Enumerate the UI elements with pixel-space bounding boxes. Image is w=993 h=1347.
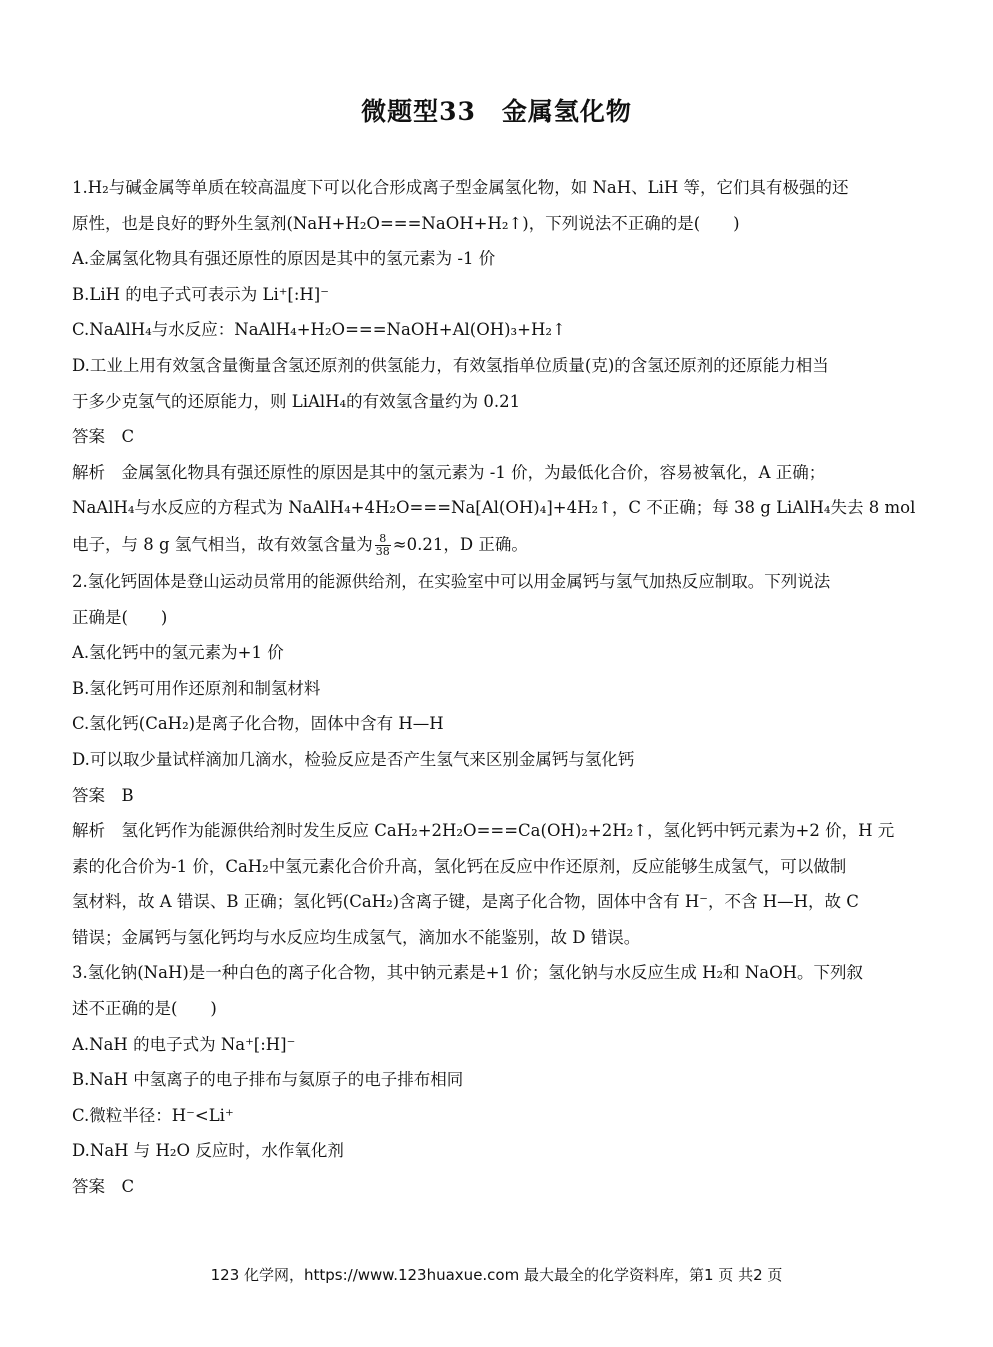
text-line: C.微粒半径：H⁻<Li⁺ <box>72 1105 234 1125</box>
text-line: 3.氢化钠(NaH)是一种白色的离子化合物，其中钠元素是+1 价；氢化钠与水反应生成 H₂和 NaOH。下列叙 <box>72 963 864 983</box>
text-line: 述不正确的是( ) <box>72 999 217 1019</box>
page-footer: 123 化学网，https://www.123huaxue.com 最大最全的化学资料库，第1 页 共2 页 <box>210 1266 783 1284</box>
answer-line: 答案 C <box>72 427 135 447</box>
text-line: NaAlH₄与水反应的方程式为 NaAlH₄+4H₂O===Na[Al(OH)₄]+4H₂↑，C 不正确；每 38 g LiAlH₄失去 8 mol <box>72 498 916 518</box>
text-line: 原性，也是良好的野外生氢剂(NaH+H₂O===NaOH+H₂↑)，下列说法不正确的是( ) <box>72 213 740 233</box>
fraction <box>375 533 391 558</box>
fraction-line-before: 电子，与 8 g 氢气相当，故有效氢含量为 <box>72 534 373 554</box>
text-line: 解析 金属氢化物具有强还原性的原因是其中的氢元素为 -1 价，为最低化合价，容易被氧化，A 正确； <box>72 462 826 482</box>
text-line: B.LiH 的电子式可表示为 Li⁺[:H]⁻ <box>72 284 329 304</box>
fraction-denominator: 38 <box>375 544 390 558</box>
answer-line: 答案 B <box>72 785 134 805</box>
text-line: 1.H₂与碱金属等单质在较高温度下可以化合形成离子型金属氢化物，如 NaH、LiH 等，它们具有极强的还 <box>72 178 849 197</box>
fraction-numerator: 8 <box>375 533 391 546</box>
text-line: B.NaH 中氢离子的电子排布与氦原子的电子排布相同 <box>72 1070 464 1090</box>
text-line: 氢材料，故 A 错误、B 正确；氢化钙(CaH₂)含离子键，是离子化合物，固体中含有 H⁻，不含 H—H，故 C <box>72 892 859 912</box>
text-line: 2.氢化钙固体是登山运动员常用的能源供给剂，在实验室中可以用金属钙与氢气加热反应制取。下列说法 <box>72 571 831 591</box>
text-line: 素的化合价为-1 价，CaH₂中氢元素化合价升高，氢化钙在反应中作还原剂，反应能够生成氢气，可以做制 <box>72 856 847 876</box>
page-title: 微题型33 金属氢化物 <box>361 97 632 126</box>
answer-line: 答案 C <box>72 1177 135 1197</box>
text-line: C.NaAlH₄与水反应：NaAlH₄+H₂O===NaOH+Al(OH)₃+H₂↑ <box>72 320 566 340</box>
text-line: 解析 氢化钙作为能源供给剂时发生反应 CaH₂+2H₂O===Ca(OH)₂+2H₂↑，氢化钙中钙元素为+2 价，H 元 <box>72 821 895 841</box>
text-line: C.氢化钙(CaH₂)是离子化合物，固体中含有 H—H <box>72 714 444 734</box>
text-line: D.工业上用有效氢含量衡量含氢还原剂的供氢能力，有效氢指单位质量(克)的含氢还原剂的还原能力相当 <box>72 355 829 375</box>
text-line: A.NaH 的电子式为 Na⁺[:H]⁻ <box>72 1034 296 1054</box>
text-line: D.NaH 与 H₂O 反应时，水作氧化剂 <box>72 1141 344 1161</box>
text-line: 错误；金属钙与氢化钙均与水反应均生成氢气，滴加水不能鉴别，故 D 错误。 <box>72 927 641 947</box>
text-line: A.金属氢化物具有强还原性的原因是其中的氢元素为 -1 价 <box>72 249 496 269</box>
text-line: B.氢化钙可用作还原剂和制氢材料 <box>72 678 321 698</box>
text-line: A.氢化钙中的氢元素为+1 价 <box>72 643 284 663</box>
text-line: 于多少克氢气的还原能力，则 LiAlH₄的有效氢含量约为 0.21 <box>72 391 521 411</box>
text-line: 正确是( ) <box>72 607 168 627</box>
content-body <box>72 170 922 1205</box>
fraction-line-after: ≈0.21，D 正确。 <box>392 534 528 554</box>
fraction-line <box>72 526 922 564</box>
text-line: D.可以取少量试样滴加几滴水，检验反应是否产生氢气来区别金属钙与氢化钙 <box>72 749 635 769</box>
